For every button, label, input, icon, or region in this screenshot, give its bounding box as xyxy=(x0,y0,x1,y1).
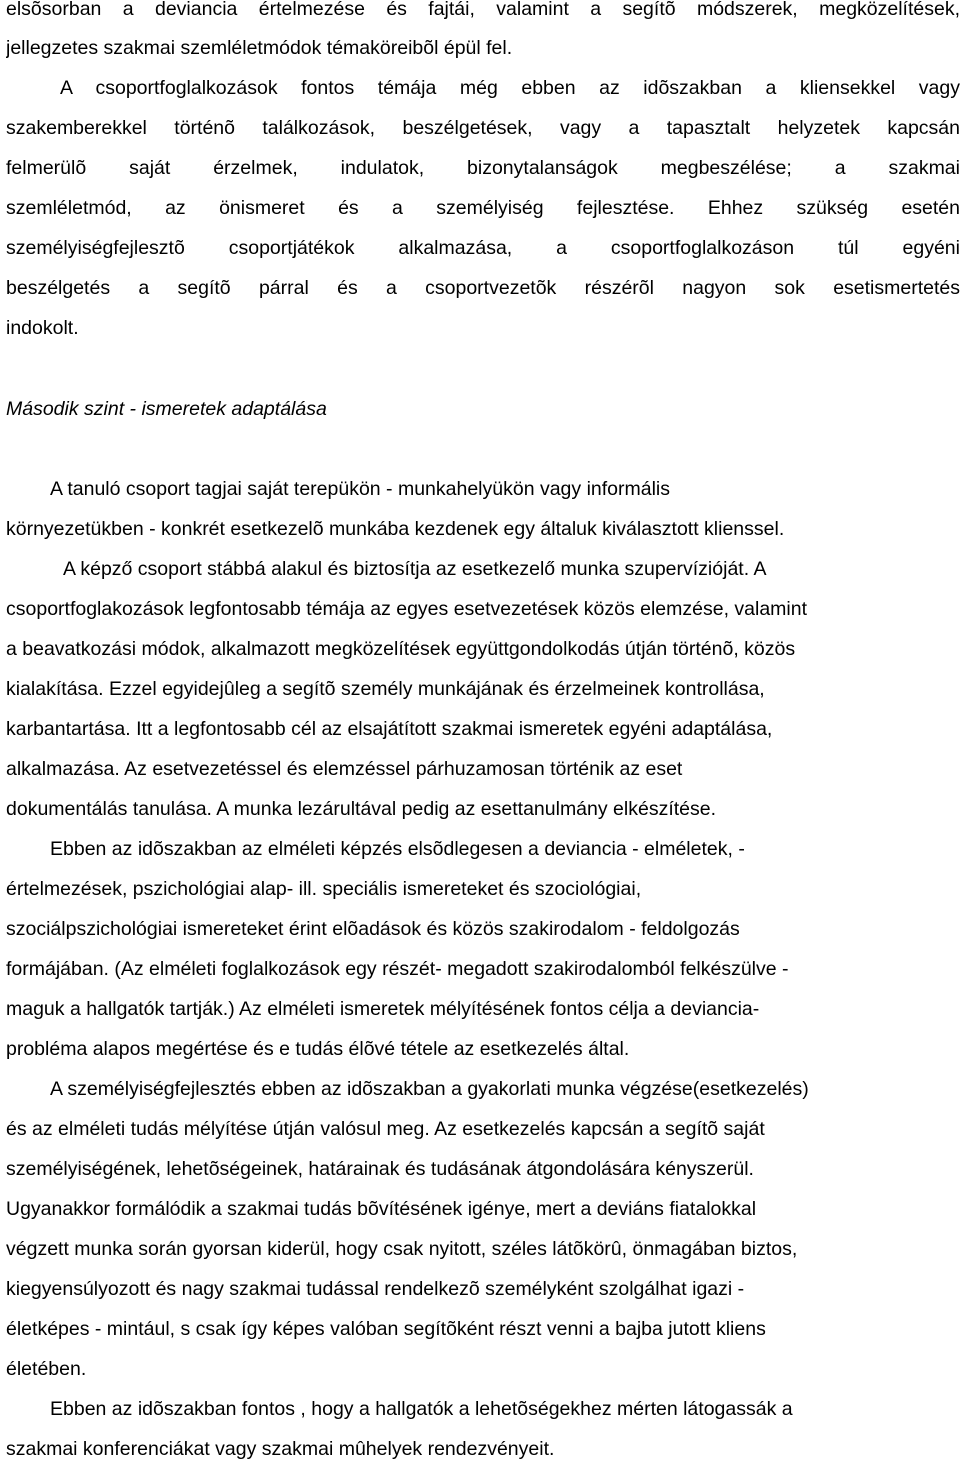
text-line: A személyiségfejlesztés ebben az idõszakban a gyakorlati munka végzése(esetkezelés) xyxy=(50,1078,809,1100)
text-line: beszélgetés a segítõ párral és a csoportvezetõk részérõl nagyon sok esetismertetés xyxy=(6,277,960,299)
text-line: szakmai konferenciákat vagy szakmai mûhelyek rendezvényeit. xyxy=(6,1438,555,1460)
text-line: végzett munka során gyorsan kiderül, hogy csak nyitott, széles látõkörû, önmagában biztos, xyxy=(6,1238,798,1260)
text-line: formájában. (Az elméleti foglalkozások egy részét- megadott szakirodalomból felkészülve - xyxy=(6,958,789,980)
text-line: szemléletmód, az önismeret és a személyiség fejlesztése. Ehhez szükség esetén xyxy=(6,197,960,219)
text-line: Ebben az idõszakban fontos , hogy a hallgatók a lehetõségekhez mérten látogassák a xyxy=(50,1398,793,1420)
text-line: a beavatkozási módok, alkalmazott megközelítések együttgondolkodás útján történõ, közös xyxy=(6,638,796,660)
text-line: A csoportfoglalkozások fontos témája még ebben az idõszakban a kliensekkel vagy xyxy=(60,77,960,99)
text-line: csoportfoglakozások legfontosabb témája az egyes esetvezetések közös elemzése, valamint xyxy=(6,598,808,620)
text-line: személyiségének, lehetõségeinek, határainak és tudásának átgondolására kényszerül. xyxy=(6,1158,754,1180)
text-line: indokolt. xyxy=(6,317,79,339)
text-line: jellegzetes szakmai szemléletmódok témaköreibõl épül fel. xyxy=(6,37,513,59)
text-line: probléma alapos megértése és e tudás élõvé tétele az esetkezelés által. xyxy=(6,1038,630,1060)
section-heading: Második szint - ismeretek adaptálása xyxy=(6,398,327,420)
text-line: alkalmazása. Az esetvezetéssel és elemzéssel párhuzamosan történik az eset xyxy=(6,758,683,780)
text-line: értelmezések, pszichológiai alap- ill. speciális ismereteket és szociológiai, xyxy=(6,878,642,900)
text-line: életében. xyxy=(6,1358,87,1380)
text-line: karbantartása. Itt a legfontosabb cél az elsajátított szakmai ismeretek egyéni adaptálása, xyxy=(6,718,773,740)
text-line: felmerülõ saját érzelmek, indulatok, bizonytalanságok megbeszélése; a szakmai xyxy=(6,157,960,179)
text-line: dokumentálás tanulása. A munka lezárultával pedig az esettanulmány elkészítése. xyxy=(6,798,717,820)
text-line: kiegyensúlyozott és nagy szakmai tudással rendelkezõ személyként szolgálhat igazi - xyxy=(6,1278,745,1300)
text-line: Ugyanakkor formálódik a szakmai tudás bõvítésének igénye, mert a deviáns fiatalokkal xyxy=(6,1198,757,1220)
text-line: elsõsorban a deviancia értelmezése és fajtái, valamint a segítõ módszerek, megközelítések, xyxy=(6,0,960,20)
text-line: életképes - mintául, s csak így képes valóban segítõként részt venni a bajba jutott kliens xyxy=(6,1318,766,1340)
text-line: személyiségfejlesztõ csoportjátékok alkalmazása, a csoportfoglalkozáson túl egyéni xyxy=(6,237,960,259)
text-line: maguk a hallgatók tartják.) Az elméleti ismeretek mélyítésének fontos célja a deviancia- xyxy=(6,998,760,1020)
text-line: szakemberekkel történõ találkozások, beszélgetések, vagy a tapasztalt helyzetek kapcsán xyxy=(6,117,960,139)
text-line: A képző csoport stábbá alakul és biztosítja az esetkezelő munka szupervízióját. A xyxy=(63,558,767,580)
text-line: környezetükben - konkrét esetkezelõ munkába kezdenek egy általuk kiválasztott klienssel. xyxy=(6,518,785,540)
text-line: A tanuló csoport tagjai saját terepükön - munkahelyükön vagy informális xyxy=(50,478,671,500)
text-line: és az elméleti tudás mélyítése útján valósul meg. Az esetkezelés kapcsán a segítõ saját xyxy=(6,1118,765,1140)
text-line: Ebben az idõszakban az elméleti képzés elsõdlegesen a deviancia - elméletek, - xyxy=(50,838,745,860)
text-line: kialakítása. Ezzel egyidejûleg a segítõ személy munkájának és érzelmeinek kontrollása, xyxy=(6,678,765,700)
text-line: szociálpszichológiai ismereteket érint elõadások és közös szakirodalom - feldolgozás xyxy=(6,918,740,940)
